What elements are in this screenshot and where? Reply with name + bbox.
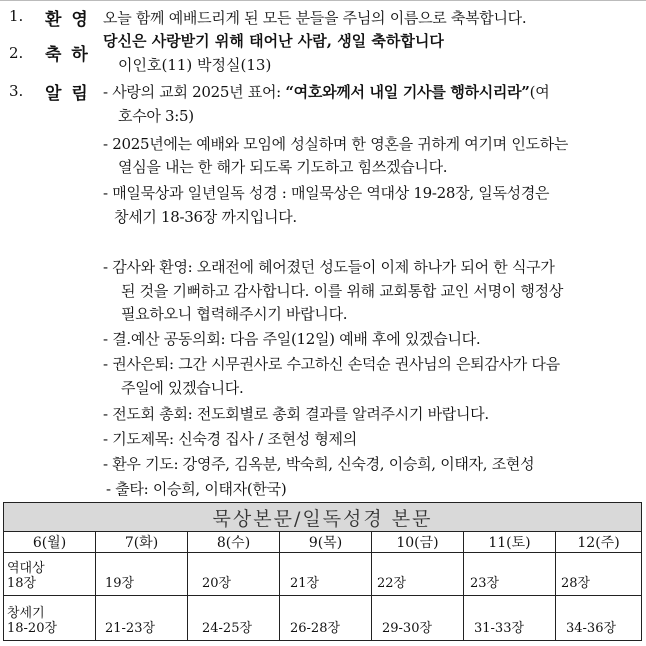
notice-bible-reading: - 매일묵상과 일년일독 성경 : 매일묵상은 역대상 19-28장, 일독성경은 xyxy=(103,184,550,202)
table-cell xyxy=(96,553,188,596)
chapter-value: 22장 xyxy=(377,576,407,591)
section-2-title: 축 하 xyxy=(45,45,90,65)
day-header: 9(목) xyxy=(280,532,372,553)
chapter-value: 21-23장 xyxy=(105,621,156,636)
notice-thanks-welcome-cont1: 된 것을 기뻐하고 감사합니다. 이를 위해 교회통합 교인 서명이 행정상 xyxy=(121,282,564,300)
notice-prayer-topics: - 기도제목: 신숙경 집사 / 조현성 형제의 xyxy=(103,430,357,448)
notice-retirement-cont: 주일에 있겠습니다. xyxy=(121,379,244,397)
notice-2025-goal: - 2025년에는 예배와 모임에 성실하며 한 영혼을 귀하게 여기며 인도하는 xyxy=(103,135,569,153)
birthday-message: 당신은 사랑받기 위해 태어난 사람, 생일 축하합니다 xyxy=(103,32,444,50)
book-name: 역대상 xyxy=(7,561,45,576)
table-cell xyxy=(96,596,188,641)
day-header: 8(수) xyxy=(188,532,280,553)
table-row-reading xyxy=(4,596,642,641)
table-cell xyxy=(188,553,280,596)
day-header: 12(주) xyxy=(556,532,642,553)
chapter-value: 20장 xyxy=(202,576,232,591)
table-cell xyxy=(280,596,372,641)
table-cell xyxy=(372,553,464,596)
section-1-text: 오늘 함께 예배드리게 된 모든 분들을 주님의 이름으로 축복합니다. xyxy=(103,9,527,27)
notice-motto-cont: 호수아 3:5) xyxy=(118,107,194,125)
notice-travel: - 출타: 이승희, 이태자(한국) xyxy=(106,480,287,498)
notice-motto xyxy=(103,81,549,102)
chapter-value: 31-33장 xyxy=(474,621,525,636)
chapter-value: 18-20장 xyxy=(7,621,58,636)
chapter-value: 29-30장 xyxy=(382,621,433,636)
table-title: 묵상본문/일독성경 본문 xyxy=(4,503,642,532)
top-border xyxy=(0,0,646,1)
notice-general-assembly: - 전도회 총회: 전도회별로 총회 결과를 알려주시기 바랍니다. xyxy=(103,405,489,423)
notice-motto-quote: “여호와께서 내일 기사를 행하시리라” xyxy=(285,83,530,101)
notice-motto-suffix: (여 xyxy=(529,83,550,101)
chapter-value: 24-25장 xyxy=(202,621,253,636)
chapter-value: 28장 xyxy=(561,576,591,591)
day-header: 6(월) xyxy=(4,532,96,553)
table-cell xyxy=(372,596,464,641)
table-cell xyxy=(464,553,556,596)
table-cell xyxy=(4,553,96,596)
notice-bible-reading-cont: 창세기 18-36장 까지입니다. xyxy=(114,208,297,226)
table-cell xyxy=(188,596,280,641)
section-3-title: 알 림 xyxy=(45,84,90,104)
birthday-names: 이인호(11) 박정실(13) xyxy=(118,56,272,74)
section-1-title: 환 영 xyxy=(45,10,90,30)
book-name: 창세기 xyxy=(7,606,45,621)
table-cell xyxy=(556,596,642,641)
section-2-number: 2. xyxy=(9,44,24,62)
day-header: 11(토) xyxy=(464,532,556,553)
notice-budget-meeting: - 결.예산 공동의회: 다음 주일(12일) 예배 후에 있겠습니다. xyxy=(103,330,481,348)
chapter-value: 26-28장 xyxy=(290,621,341,636)
table-cell xyxy=(280,553,372,596)
notice-sick-prayer: - 환우 기도: 강영주, 김옥분, 박숙희, 신숙경, 이승희, 이태자, 조현성 xyxy=(103,455,535,473)
table-cell xyxy=(556,553,642,596)
notice-motto-prefix: - 사랑의 교회 2025년 표어: xyxy=(103,83,286,101)
section-3-number: 3. xyxy=(9,82,24,100)
notice-retirement: - 권사은퇴: 그간 시무권사로 수고하신 손덕순 권사님의 은퇴감사가 다음 xyxy=(103,355,560,373)
chapter-value: 34-36장 xyxy=(566,621,617,636)
notice-thanks-welcome: - 감사와 환영: 오래전에 헤어졌던 성도들이 이제 하나가 되어 한 식구가 xyxy=(103,258,555,276)
chapter-value: 23장 xyxy=(470,576,500,591)
section-1-number: 1. xyxy=(9,7,24,25)
reading-schedule-table xyxy=(3,502,642,641)
day-header: 10(금) xyxy=(372,532,464,553)
table-row-meditation xyxy=(4,553,642,596)
chapter-value: 19장 xyxy=(105,576,135,591)
day-header: 7(화) xyxy=(96,532,188,553)
chapter-value: 21장 xyxy=(290,576,320,591)
chapter-value: 18장 xyxy=(7,576,37,591)
table-cell xyxy=(4,596,96,641)
notice-thanks-welcome-cont2: 필요하오니 협력해주시기 바랍니다. xyxy=(121,305,348,323)
table-cell xyxy=(464,596,556,641)
notice-2025-goal-cont: 열심을 내는 한 해가 되도록 기도하고 힘쓰겠습니다. xyxy=(118,158,448,176)
